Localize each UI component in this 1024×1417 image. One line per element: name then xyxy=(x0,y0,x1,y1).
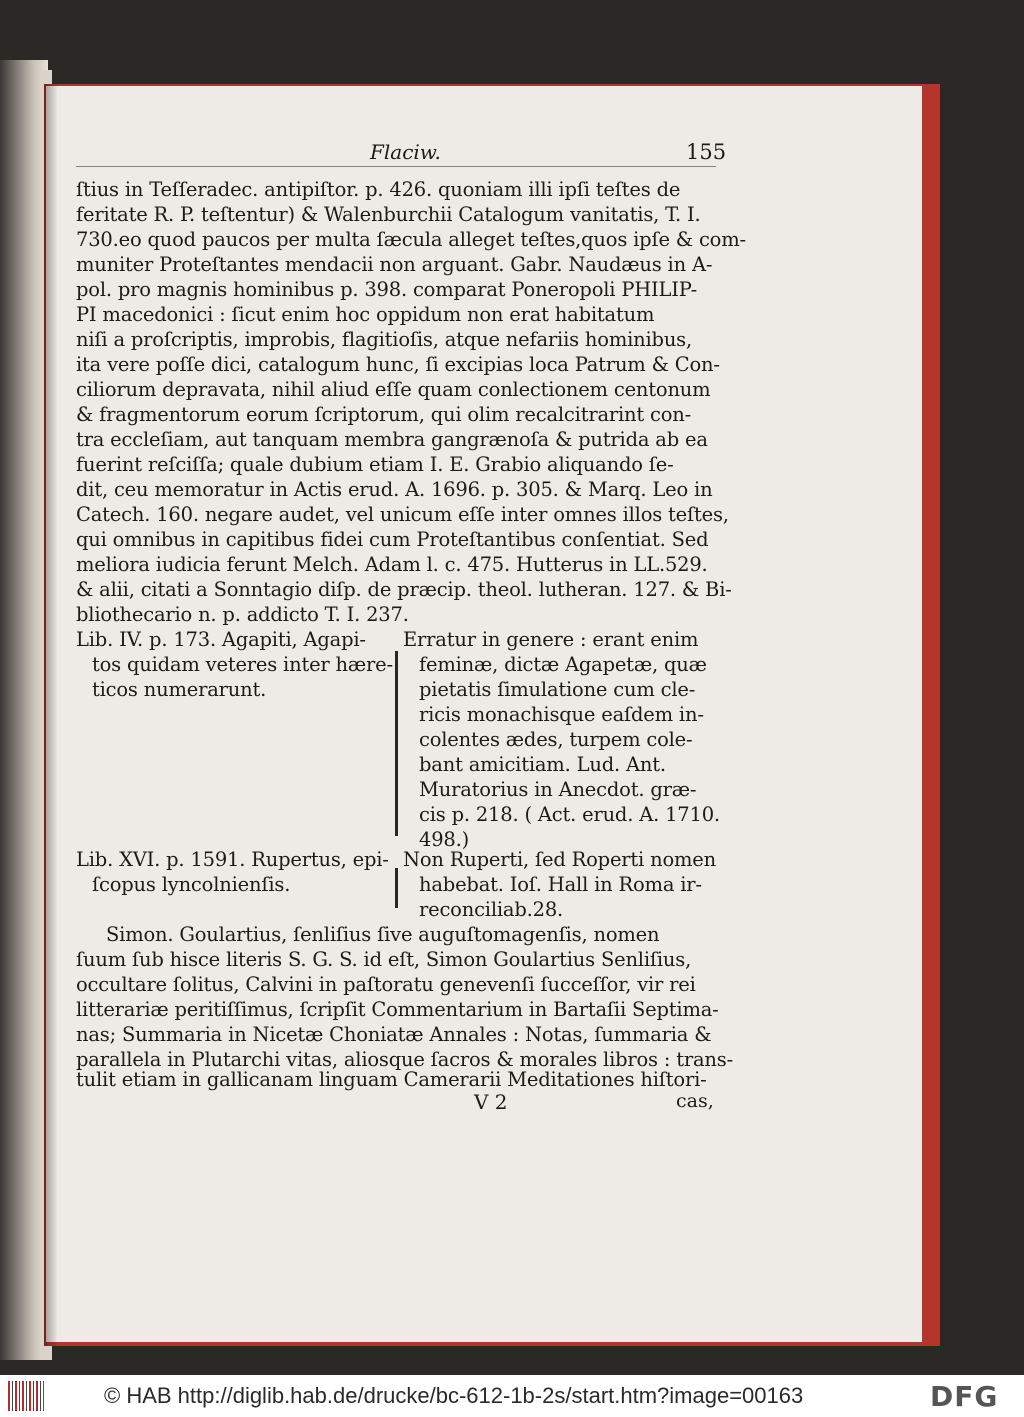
entry-note-line: 498.) xyxy=(419,828,470,851)
dfg-logo: DFG xyxy=(930,1380,999,1413)
header-rule xyxy=(76,166,716,167)
text-line: ciliorum depravata, nihil aliud eſſe quam conlectionem centonum xyxy=(76,378,711,401)
text-line: tulit etiam in gallicanam linguam Camerarii Meditationes hiſtori- xyxy=(76,1068,707,1091)
text-line: ſtius in Teſſeradec. antipiſtor. p. 426. quoniam illi ipſi teſtes de xyxy=(76,178,681,201)
entry-note-line: Erratur in genere : erant enim xyxy=(403,628,699,651)
column-divider xyxy=(395,868,398,908)
text-line: pol. pro magnis hominibus p. 398. comparat Poneropoli PHILIP- xyxy=(76,278,698,301)
entry-lemma-line: ticos numerarunt. xyxy=(92,678,267,701)
text-line: meliora iudicia ferunt Melch. Adam l. c. 475. Hutterus in LL.529. xyxy=(76,553,708,576)
signature-mark: V 2 xyxy=(474,1090,508,1114)
entry-note-line: cis p. 218. ( Act. erud. A. 1710. xyxy=(419,803,720,826)
entry-lemma-line: tos quidam veteres inter hære- xyxy=(92,653,393,676)
running-head: Flaciw. xyxy=(370,140,441,164)
column-divider xyxy=(395,651,398,836)
text-line: Simon. Goulartius, ſenliſius ſive auguſtomagenſis, nomen xyxy=(106,923,660,946)
entry-note-line: Muratorius in Anecdot. græ- xyxy=(419,778,697,801)
text-line: Catech. 160. negare audet, vel unicum eſſe inter omnes illos teſtes, xyxy=(76,503,729,526)
entry-note-line: colentes ædes, turpem cole- xyxy=(419,728,693,751)
text-line: bliothecario n. p. addicto T. I. 237. xyxy=(76,603,409,626)
text-line: niſi a proſcriptis, improbis, flagitioſis, atque nefariis hominibus, xyxy=(76,328,692,351)
entry-lemma-line: Lib. XVI. p. 1591. Rupertus, epi- xyxy=(76,848,389,871)
entry-note-line: habebat. Ioſ. Hall in Roma ir- xyxy=(419,873,702,896)
text-line: qui omnibus in capitibus fidei cum Proteſtantibus conſentiat. Sed xyxy=(76,528,709,551)
entry-lemma-line: Lib. IV. p. 173. Agapiti, Agapi- xyxy=(76,628,366,651)
entry-note-line: Non Ruperti, ſed Roperti nomen xyxy=(403,848,716,871)
entry-note-line: bant amicitiam. Lud. Ant. xyxy=(419,753,666,776)
text-line: PI macedonici : ſicut enim hoc oppidum non erat habitatum xyxy=(76,303,655,326)
copyright-url[interactable]: © HAB http://diglib.hab.de/drucke/bc-612-1b-2s/start.htm?image=00163 xyxy=(104,1383,804,1408)
text-line: feritate R. P. teſtentur) & Walenburchii Catalogum vanitatis, T. I. xyxy=(76,203,701,226)
text-line: muniter Proteſtantes mendacii non arguant. Gabr. Naudæus in A- xyxy=(76,253,713,276)
text-line: occultare ſolitus, Calvini in paſtoratu genevenſi ſucceſſor, vir rei xyxy=(76,973,696,996)
text-line: ita vere poſſe dici, catalogum hunc, ſi excipias loca Patrum & Con- xyxy=(76,353,720,376)
text-line: & fragmentorum eorum ſcriptorum, qui olim recalcitrarint con- xyxy=(76,403,692,426)
entry-note-line: ricis monachisque eaſdem in- xyxy=(419,703,704,726)
book-page xyxy=(46,86,922,1342)
text-line: 730.eo quod paucos per multa ſæcula alleget teſtes,quos ipſe & com- xyxy=(76,228,746,251)
viewer-footer xyxy=(0,1375,1024,1417)
text-line: tra eccleſiam, aut tanquam membra gangrænoſa & putrida ab ea xyxy=(76,428,708,451)
gutter-shadow xyxy=(44,84,58,1346)
text-line: fuerint reſciſſa; quale dubium etiam I. E. Grabio aliquando ſe- xyxy=(76,453,674,476)
entry-note-line: feminæ, dictæ Agapetæ, quæ xyxy=(419,653,707,676)
page-number: 155 xyxy=(686,140,727,164)
text-line: dit, ceu memoratur in Actis erud. A. 1696. p. 305. & Marq. Leo in xyxy=(76,478,713,501)
entry-note-line: reconciliab.28. xyxy=(419,898,564,921)
text-line: parallela in Plutarchi vitas, aliosque ſacros & morales libros : trans- xyxy=(76,1048,733,1071)
text-line: nas; Summaria in Nicetæ Choniatæ Annales : Notas, ſummaria & xyxy=(76,1023,712,1046)
hab-barcode-icon xyxy=(8,1381,44,1411)
text-line: litterariæ peritiſſimus, ſcripſit Commentarium in Bartaſii Septima- xyxy=(76,998,719,1021)
entry-lemma-line: ſcopus lyncolnienſis. xyxy=(92,873,291,896)
text-line: & alii, citati a Sonntagio diſp. de præcip. theol. lutheran. 127. & Bi- xyxy=(76,578,732,601)
catchword: cas, xyxy=(676,1090,714,1112)
entry-note-line: pietatis ſimulatione cum cle- xyxy=(419,678,696,701)
text-line: ſuum ſub hisce literis S. G. S. id eſt, Simon Goulartius Senliſius, xyxy=(76,948,692,971)
